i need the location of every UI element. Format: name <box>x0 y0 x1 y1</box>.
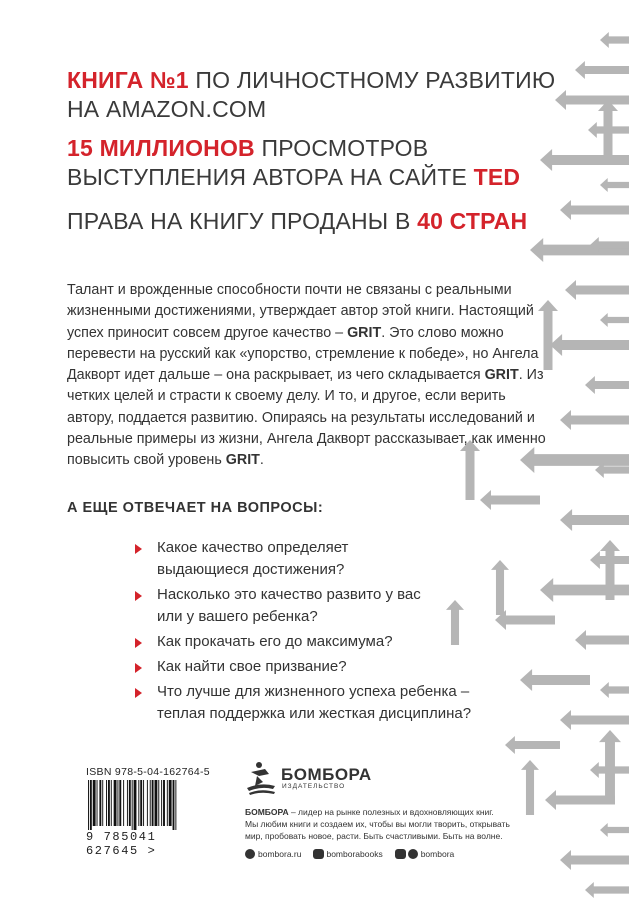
triangle-bullet-icon <box>135 544 142 554</box>
list-item <box>135 631 555 653</box>
publisher-desc-text: мир, пробовать новое, расти. Быть счастливыми. Быть на волне. <box>245 831 503 841</box>
vk-icon <box>313 849 324 859</box>
social-messengers[interactable] <box>395 849 455 859</box>
social-website[interactable] <box>245 849 301 859</box>
description-text: Талант и врожденные способности почти не связаны с реальными жизненными достижениями, утверждает автор этой книги. Настоящий успех приносит совсем другое качество – <box>67 282 534 341</box>
list-item <box>135 584 555 628</box>
question-text: Что лучше для жизненного успеха ребенка – <box>157 683 470 700</box>
question-text: Насколько это качество развито у вас <box>157 586 421 603</box>
triangle-bullet-icon <box>135 688 142 698</box>
barcode-digits: 9 785041 627645 > <box>86 830 157 858</box>
publisher-desc-text: – лидер на рынке полезных и вдохновляющих книг. <box>288 807 494 817</box>
publisher-block <box>245 760 545 859</box>
grit-word: GRIT <box>484 367 519 384</box>
youtube-icon <box>395 849 406 859</box>
question-text: Какое качество определяет <box>157 539 349 556</box>
book-description <box>67 280 547 472</box>
question-text: Как прокачать его до максимума? <box>157 633 393 650</box>
headline-countries-count: 40 СТРАН <box>417 208 528 234</box>
social-label: bombora <box>420 849 455 859</box>
grit-word: GRIT <box>225 452 260 469</box>
description-text: . <box>259 452 264 469</box>
question-text: теплая поддержка или жесткая дисциплина? <box>157 705 472 722</box>
headline-book-number-one: КНИГА №1 <box>67 67 189 93</box>
headline-ted <box>67 134 520 192</box>
headline-text: НА AMAZON.COM <box>67 96 267 122</box>
headline-text: ПО ЛИЧНОСТНОМУ РАЗВИТИЮ <box>188 67 556 93</box>
globe-icon <box>245 849 255 859</box>
barcode-block <box>86 766 216 858</box>
question-text: выдающиеся достижения? <box>157 561 345 578</box>
publisher-desc-bold: БОМБОРА <box>245 807 289 817</box>
social-links <box>245 849 545 859</box>
headline-views-count: 15 МИЛЛИОНОВ <box>67 135 255 161</box>
list-item <box>135 681 555 725</box>
publisher-logo <box>245 760 545 796</box>
headline-text: ПРАВА НА КНИГУ ПРОДАНЫ В <box>67 208 418 234</box>
isbn-text: ISBN 978-5-04-162764-5 <box>86 766 210 778</box>
headline-rights <box>67 207 527 236</box>
headline-ted-word: TED <box>473 164 521 190</box>
triangle-bullet-icon <box>135 663 142 673</box>
social-label: bombora.ru <box>258 849 302 859</box>
telegram-icon <box>408 849 418 859</box>
list-item <box>135 656 555 678</box>
headline-amazon <box>67 66 555 124</box>
questions-list <box>135 537 555 728</box>
publisher-name: БОМБОРА <box>281 765 372 784</box>
description-text: . Это слово можно перевести на русский как «упорство, стремление к победе», но Ангела Дакворт идет дальше – она раскрывает, из чего складывается <box>67 324 539 384</box>
grit-word: GRIT <box>347 324 382 341</box>
question-text: или у вашего ребенка? <box>157 608 318 625</box>
social-vk[interactable] <box>313 849 382 859</box>
publisher-subtitle: ИЗДАТЕЛЬСТВО <box>282 783 346 790</box>
question-text: Как найти свое призвание? <box>157 658 347 675</box>
barcode-icon <box>86 780 211 830</box>
triangle-bullet-icon <box>135 638 142 648</box>
social-label: bomborabooks <box>326 849 383 859</box>
surfer-logo-icon <box>245 760 277 796</box>
description-text: . Из четких целей и страсти к своему делу. И то, и другое, если верить автору, поддается развитию. Опираясь на результаты исследований и реальные примеры из жизни, Ангела Дакворт рассказывает, как именно повысить свой уровень <box>67 367 546 469</box>
list-item <box>135 537 555 581</box>
headline-text: ПРОСМОТРОВ <box>254 135 429 161</box>
questions-heading: А ЕЩЕ ОТВЕЧАЕТ НА ВОПРОСЫ: <box>67 500 324 516</box>
triangle-bullet-icon <box>135 591 142 601</box>
headline-text: ВЫСТУПЛЕНИЯ АВТОРА НА САЙТЕ <box>67 164 474 190</box>
publisher-desc-text: Мы любим книги и создаем их, чтобы вы могли творить, открывать <box>245 819 510 829</box>
publisher-description <box>245 806 545 842</box>
